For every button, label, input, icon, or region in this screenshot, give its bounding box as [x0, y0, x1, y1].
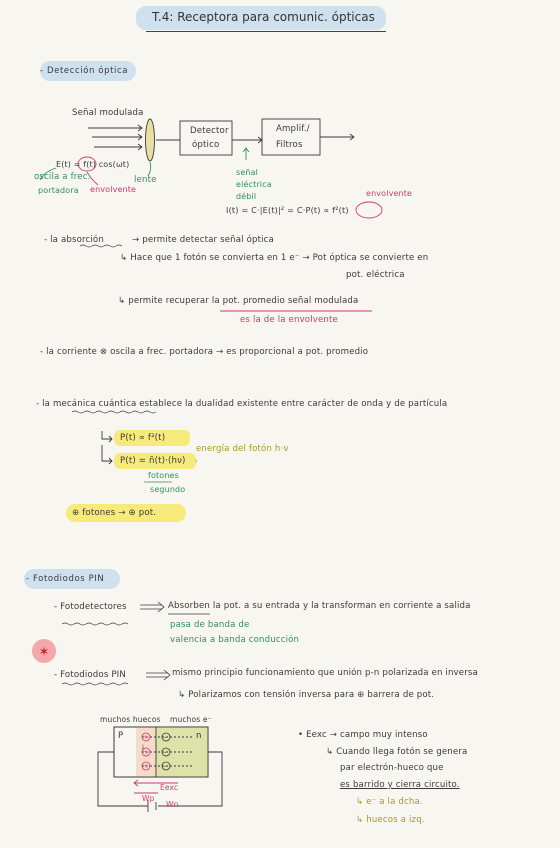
signal-label: Señal modulada — [72, 108, 144, 118]
note-6: ↳ huecos a izq. — [356, 815, 425, 825]
mecanica-line: - la mecánica cuántica establece la dualidad existente entre carácter de onda y de partícula — [36, 399, 448, 409]
field-equation: E(t) = f(t) cos(ωt) — [56, 160, 130, 169]
wn-label: Wn — [166, 800, 179, 809]
n-region-label: n — [196, 731, 202, 741]
svg-text:+: + — [143, 749, 149, 756]
note-5: ↳ e⁻ a la dcha. — [356, 797, 423, 807]
absorcion-line3: pot. eléctrica — [346, 270, 405, 280]
absorcion-line2: ↳ Hace que 1 fotón se convierta en 1 e⁻ → Pot óptica se convierte en — [120, 253, 429, 263]
svg-text:−: − — [163, 749, 169, 756]
fotodiodo-line2: ↳ Polarizamos con tensión inversa para ⊕ barrera de pot. — [178, 690, 435, 700]
envolvente-label-2: envolvente — [366, 189, 413, 198]
i-region-label: i — [142, 744, 145, 752]
fotodetectores-green1: pasa de banda de — [170, 620, 250, 630]
amp-line1: Amplif./ — [276, 124, 310, 134]
note-3: par electrón-hueco que — [340, 763, 444, 773]
svg-text:−: − — [163, 734, 169, 741]
note-4: es barrido y cierra circuito. — [340, 780, 460, 790]
equation-2: P(t) = ñ(t)·(hν) — [120, 456, 186, 466]
fotodiodo-label: - Fotodiodos PIN — [54, 670, 126, 680]
segundo-label: segundo — [150, 485, 186, 494]
senal-electrica-2: eléctrica — [236, 180, 272, 189]
detector-line2: óptico — [192, 140, 220, 150]
absorcion-label: - la absorción — [44, 235, 104, 245]
senal-electrica-3: débil — [236, 192, 257, 201]
fotones-label: fotones — [148, 471, 179, 480]
absorcion-line5: es la de la envolvente — [240, 315, 338, 325]
absorcion-line4: ↳ permite recuperar la pot. promedio señal modulada — [118, 296, 359, 306]
svg-text:✶: ✶ — [38, 645, 50, 660]
portadora-label: portadora — [38, 186, 79, 195]
svg-text:−: − — [163, 763, 169, 770]
fotodetectores-label: - Fotodetectores — [54, 602, 127, 612]
note-2: ↳ Cuando llega fotón se genera — [326, 747, 468, 757]
oscila-label: oscila a frec. — [34, 172, 91, 182]
fotodetectores-green2: valencia a banda conducción — [170, 635, 300, 645]
eexc-label: Eexc — [160, 783, 179, 792]
result-line: ⊕ fotones → ⊕ pot. — [72, 508, 157, 518]
corriente-line: - la corriente ⊗ oscila a frec. portadora → es proporcional a pot. promedio — [40, 347, 369, 357]
equation-1: P(t) ∝ f²(t) — [120, 433, 166, 443]
amp-line2: Filtros — [276, 140, 303, 150]
svg-text:+: + — [143, 734, 149, 741]
muchos-e-label: muchos e⁻ — [170, 715, 212, 724]
detector-line1: Detector — [190, 126, 229, 136]
svg-text:+: + — [143, 763, 149, 770]
lente-label: lente — [134, 175, 157, 185]
p-region-label: P — [118, 731, 124, 741]
sec1-heading: - Detección óptica — [40, 66, 129, 76]
page-title: T.4: Receptora para comunic. ópticas — [152, 10, 375, 24]
wp-label: Wp — [142, 794, 155, 803]
absorcion-line1: → permite detectar señal óptica — [132, 235, 274, 245]
sec2-heading: - Fotodiodos PIN — [26, 574, 105, 584]
fotodiodo-text: mismo principio funcionamiento que unión p-n polarizada en inversa — [172, 668, 478, 678]
note-1: • Eexc → campo muy intenso — [298, 730, 428, 740]
current-equation: I(t) = C·|E(t)|² = C·P(t) ∝ f²(t) — [226, 205, 349, 215]
senal-electrica-1: señal — [236, 168, 259, 177]
envolvente-label: envolvente — [90, 185, 137, 194]
energia-label: energía del fotón h·ν — [196, 444, 289, 454]
muchos-huecos-label: muchos huecos — [100, 715, 161, 724]
fotodetectores-text: Absorben la pot. a su entrada y la transforman en corriente a salida — [168, 601, 471, 611]
